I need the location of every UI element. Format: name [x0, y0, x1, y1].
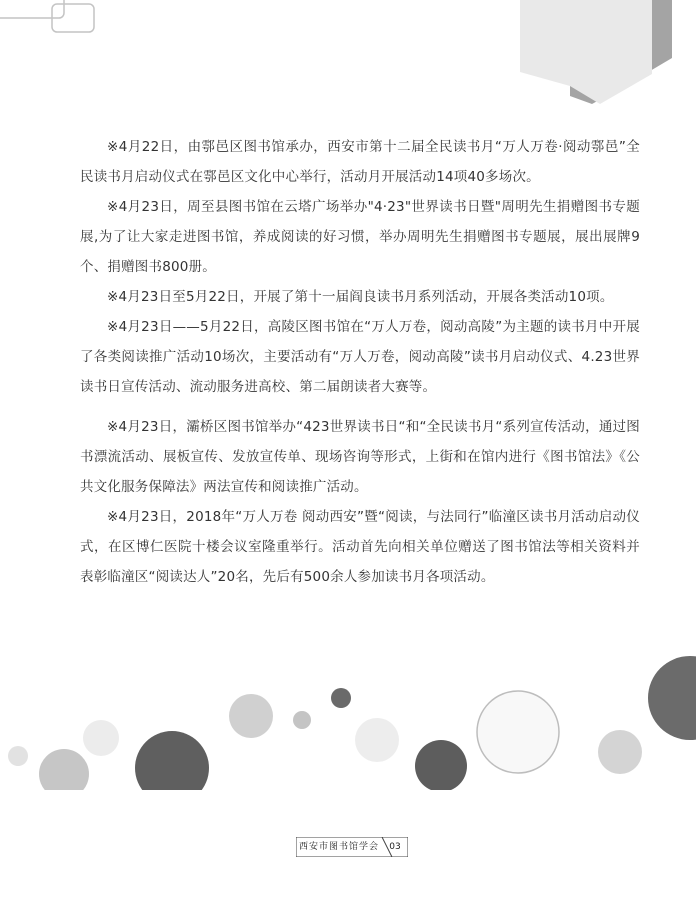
decorative-circles: [0, 650, 696, 790]
paragraph: ※4月23日——5月22日，高陵区图书馆在“万人万卷，阅动高陵”为主题的读书月中开展了各类阅读推广活动10场次，主要活动有“万人万卷，阅动高陵”读书月启动仪式、4.23世界读书日宣传活动、流动服务进高校、第二届朗读者大赛等。: [80, 319, 640, 395]
page-footer: [296, 837, 408, 857]
footer-title: 西安市图书馆学会: [298, 842, 379, 852]
paragraph: ※4月23日，周至县图书馆在云塔广场举办"4·23"世界读书日暨"周明先生捐赠图书专题展,为了让大家走进图书馆，养成阅读的好习惯，举办周明先生捐赠图书专题展，展出展牌9个、捐赠图书800册。: [80, 199, 640, 275]
corner-frame-decoration: [0, 0, 110, 40]
paragraph: ※4月22日，由鄠邑区图书馆承办，西安市第十二届全民读书月“万人万卷·阅动鄠邑”全民读书月启动仪式在鄠邑区文化中心举行，活动月开展活动14项40多场次。: [80, 139, 640, 185]
corner-hexagon-decoration: [500, 0, 696, 120]
paragraph: ※4月23日至5月22日，开展了第十一届阎良读书月系列活动，开展各类活动10项。: [107, 289, 614, 305]
paragraph: ※4月23日，2018年“万人万卷 阅动西安”暨“阅读，与法同行”临潼区读书月活动启动仪式，在区博仁医院十楼会议室隆重举行。活动首先向相关单位赠送了图书馆法等相关资料并表彰临潼区“阅读达人”20名，先后有500余人参加读书月各项活动。: [80, 509, 640, 585]
paragraph: ※4月23日，灞桥区图书馆举办“423世界读书日“和“全民读书月“系列宣传活动，通过图书漂流活动、展板宣传、发放宣传单、现场咨询等形式，上街和在馆内进行《图书馆法》《公共文化服务保障法》两法宣传和阅读推广活动。: [80, 419, 640, 495]
article-body: [80, 132, 640, 592]
page-number: 03: [389, 842, 401, 852]
